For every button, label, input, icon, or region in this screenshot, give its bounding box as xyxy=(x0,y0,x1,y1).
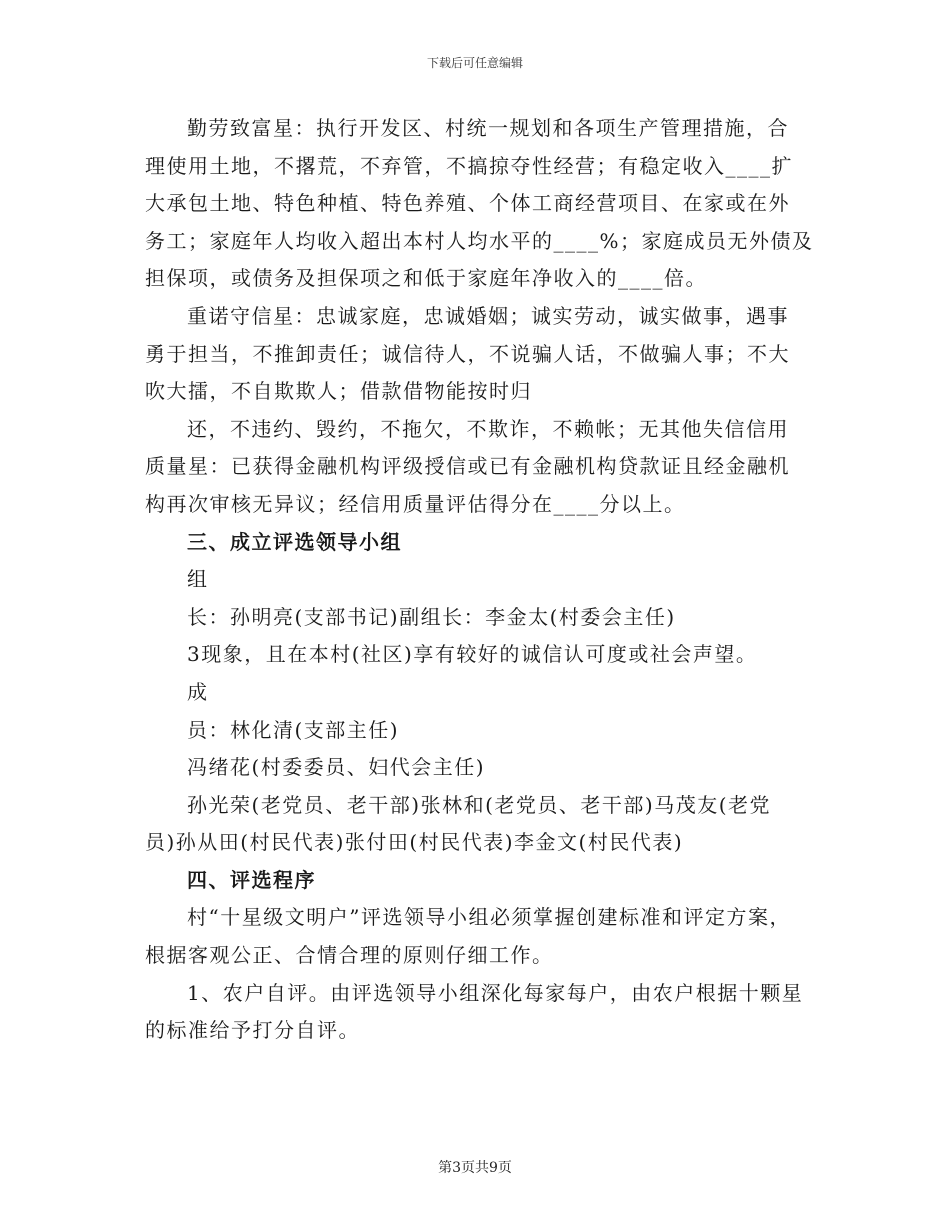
paragraph-line: 吹大擂，不自欺欺人；借款借物能按时归 xyxy=(145,379,532,404)
paragraph-line: 根据客观公正、合情合理的原则仔细工作。 xyxy=(145,943,554,968)
paragraph-line: 勤劳致富星：执行开发区、村统一规划和各项生产管理措施，合 xyxy=(187,116,789,140)
paragraph-line: 质量星：已获得金融机构评级授信或已有金融机构贷款证且经金融机 xyxy=(145,454,790,479)
paragraph-line: 大承包土地、特色种植、特色养殖、个体工商经营项目、在家或在外 xyxy=(145,191,790,216)
paragraph-line: 员)孙从田(村民代表)张付田(村民代表)李金文(村民代表) xyxy=(145,830,684,855)
paragraph-line: 组 xyxy=(187,567,209,592)
paragraph-line: 成 xyxy=(187,679,209,704)
paragraph-line: 务工；家庭年人均收入超出本村人均水平的____%；家庭成员无外债及 xyxy=(145,228,814,253)
paragraph-line: 员：林化清(支部主任) xyxy=(187,717,400,742)
paragraph-line: 1、农户自评。由评选领导小组深化每家每户，由农户根据十颗星 xyxy=(187,980,804,1005)
paragraph-line: 还，不违约、毁约，不拖欠，不欺诈，不赖帐；无其他失信信用 xyxy=(187,416,789,441)
paragraph-line: 担保项，或债务及担保项之和低于家庭年净收入的____倍。 xyxy=(145,266,707,291)
page-header: 下载后可任意编辑 xyxy=(426,56,523,70)
section-heading: 三、成立评选领导小组 xyxy=(187,529,402,554)
paragraph-line: 勇于担当，不推卸责任；诚信待人，不说骗人话，不做骗人事；不大 xyxy=(145,341,790,366)
paragraph-line: 的标准给予打分自评。 xyxy=(145,1018,360,1043)
paragraph-line: 重诺守信星：忠诚家庭，忠诚婚姻；诚实劳动，诚实做事，遇事 xyxy=(187,303,789,328)
page-footer: 第3页共9页 xyxy=(438,1160,512,1176)
document-body xyxy=(145,110,814,1050)
paragraph-line: 长：孙明亮(支部书记)副组长：李金太(村委会主任) xyxy=(187,604,676,629)
paragraph-line: 3现象，且在本村(社区)享有较好的诚信认可度或社会声望。 xyxy=(187,642,758,667)
paragraph-line: 村“十星级文明户”评选领导小组必须掌握创建标准和评定方案， xyxy=(187,905,791,930)
section-heading: 四、评选程序 xyxy=(187,867,316,892)
paragraph-line: 孙光荣(老党员、老干部)张林和(老党员、老干部)马茂友(老党 xyxy=(187,792,772,817)
paragraph-line: 构再次审核无异议；经信用质量评估得分在____分以上。 xyxy=(145,491,686,516)
paragraph-line: 冯绪花(村委委员、妇代会主任) xyxy=(187,755,486,780)
paragraph-line: 理使用土地，不撂荒，不弃管，不搞掠夺性经营；有稳定收入____扩 xyxy=(145,153,793,178)
